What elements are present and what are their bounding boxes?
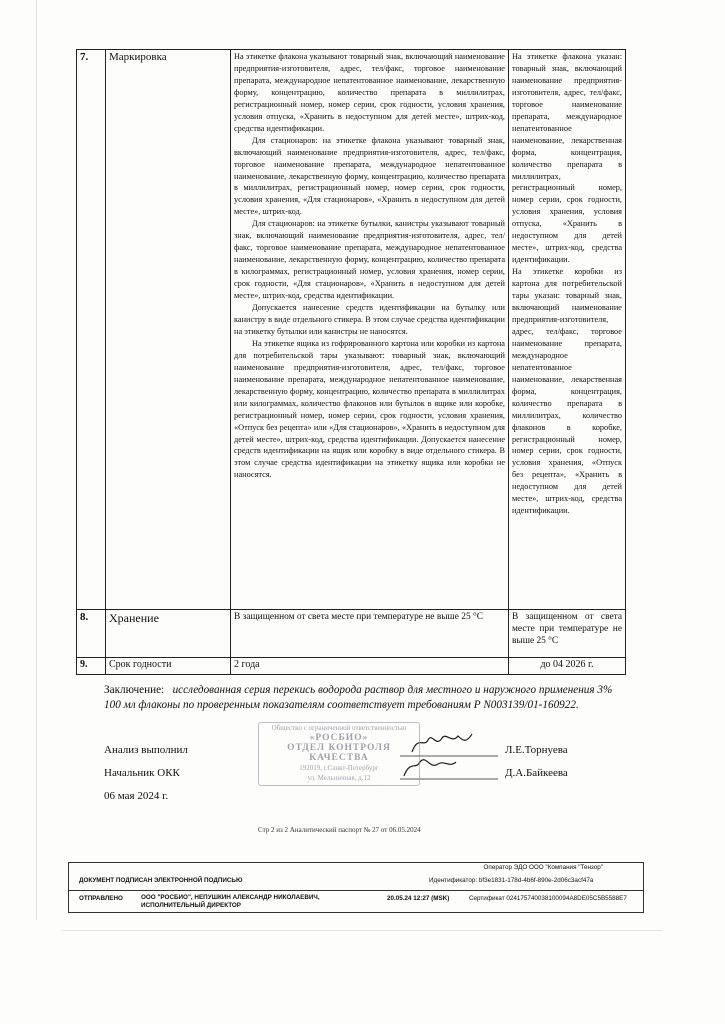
- requirement-paragraph: Для стационаров: на этикетке флакона указывают товарный знак, включающий наименование предприятия-изготовителя, адрес, тел/факс, торговое наименование препарата, международное непатентованное наименование, лекарственную форму, концентрацию, количество препарата в миллилитрах, регистрационный номер, номер серии, срок годности, условия хранения, «Для стационаров», «Хранить в недоступном для детей месте», штрих-код.: [234, 135, 505, 217]
- edo-operator: Оператор ЭДО ООО "Компания "Тензор": [483, 864, 603, 871]
- signer-org: ООО "РОСБИО", НЕПУШКИН АЛЕКСАНДР НИКОЛАЕВИЧ, ИСПОЛНИТЕЛЬНЫЙ ДИРЕКТОР: [141, 894, 320, 909]
- row-title: Хранение: [106, 610, 231, 658]
- row-number: 8.: [77, 610, 106, 658]
- conclusion-label: Заключение:: [104, 684, 165, 696]
- result-paragraph: На этикетке коробки из картона для потребительской тары указан: товарный знак, включающий наименование предприятия-изготовителя, адрес, тел/факс, торговое наименование препарата, международное непатентованное наименование, лекарственная форма, концентрация, количество препарата в миллилитрах, количество флаконов в коробке, регистрационный номер, номер серии, срок годности, условия хранения, «Отпуск без рецепта», «Хранить в недоступном для детей месте», штрих-код, средства идентификации.: [512, 267, 622, 516]
- table-row-marking: [77, 50, 626, 610]
- analysis-label: Анализ выполнил: [104, 744, 188, 756]
- requirement-paragraph: На этикетке флакона указывают товарный знак, включающий наименование предприятия-изготовителя, адрес, тел/факс, торговое наименование препарата, международное непатентованное наименование, лекарственную форму, концентрацию, количество препарата в миллилитрах, регистрационный номер, номер серии, срок годности, условия хранения, условия отпуска, «Хранить в недоступном для детей месте», штрих-код, средства идентификации.: [234, 52, 505, 133]
- requirement-cell: В защищенном от света месте при температуре не выше 25 °С: [231, 610, 509, 658]
- head-name: Д.А.Байкеева: [505, 767, 568, 779]
- row-title: Срок годности: [106, 658, 231, 675]
- signed-datetime: 20.05.24 12:27 (MSK): [387, 895, 450, 902]
- requirement-cell: 2 года: [231, 658, 509, 675]
- row-number: 9.: [77, 658, 106, 675]
- certificate-id: Сертификат 024175740038100094A8DE05C5B5588E7: [469, 895, 627, 902]
- result-paragraph: На этикетке флакона указан: товарный знак, включающий наименование предприятия-изготовителя, адрес, тел/факс, торговое наименование препарата, международное непатентованное наименование, лекарственная форма, концентрация, количество препарата в миллилитрах, регистрационный номер, номер серии, срок годности, условия хранения, условия отпуска, «Хранить в недоступном для детей месте», штрих-код, средства идентификации.: [512, 52, 622, 265]
- result-cell: [509, 50, 626, 610]
- sent-label: ОТПРАВЛЕНО: [79, 895, 123, 902]
- scan-edge-line: [62, 930, 662, 931]
- specification-table: [76, 49, 626, 675]
- analysis-name: Л.Е.Торнуева: [505, 744, 568, 756]
- row-title: Маркировка: [106, 50, 231, 610]
- electronic-signature-block: [68, 862, 644, 913]
- doc-signed-label: ДОКУМЕНТ ПОДПИСАН ЭЛЕКТРОННОЙ ПОДПИСЬЮ: [79, 877, 243, 884]
- handwritten-signature: [412, 734, 472, 752]
- requirement-cell: [231, 50, 509, 610]
- head-label: Начальник ОКК: [104, 767, 180, 779]
- requirement-paragraph: Допускается нанесение средств идентификации на бутылку или канистру в виде отдельного стикера. В этом случае средства идентификации на этикетку бутылки или канистры не наносятся.: [234, 303, 505, 336]
- page-footer: Стр 2 из 2 Аналитический паспорт № 27 от 06.05.2024: [258, 826, 421, 834]
- scan-edge-line: [36, 0, 37, 920]
- requirement-paragraph: Для стационаров: на этикетке бутылки, канистры указывают товарный знак, включающий наименование предприятия-изготовителя, адрес, тел/факс, торговое наименование препарата, международное непатентованное наименование, лекарственную форму, концентрацию, количество препарата в килограммах, регистрационный номер, условия хранения, номер серии, срок годности, «Для стационаров», «Хранить в недоступном для детей месте», штрих-код, средства идентификации.: [234, 219, 505, 301]
- result-cell: В защищенном от света месте при температуре не выше 25 °С: [509, 610, 626, 658]
- result-cell: до 04 2026 г.: [509, 658, 626, 675]
- conclusion: [104, 683, 624, 713]
- requirement-paragraph: На этикетке ящика из гофрированного картона или коробки из картона для потребительской тары указывают: товарный знак, включающий наименование предприятия-изготовителя, адрес, тел/факс, торговое наименование препарата, международное непатентованное наименование, лекарственную форму, концентрацию, количество препарата в миллилитрах или килограммах, количество флаконов или бутылок в ящике или коробке, регистрационный номер, номер серии, срок годности, условия хранения, «Отпуск без рецепта» или «Для стационаров», «Хранить в недоступном для детей месте», штрих-код, средства идентификации. Допускается нанесение средств идентификации на ящик или коробку в виде отдельного стикера. В этом случае средства идентификации на этикетку ящика или коробки не наносятся.: [234, 338, 505, 480]
- company-stamp: Общество с ограниченной ответственностью «РОСБИО» ОТДЕЛ КОНТРОЛЯ КАЧЕСТВА 192019, г.Санкт-Петербург ул. Мельничная, д.12: [258, 722, 420, 786]
- row-number: 7.: [77, 50, 106, 610]
- conclusion-text: исследованная серия перекись водорода раствор для местного и наружного применения 3% 100 мл флаконы по проверенным показателям соответствует требованиям Р N003139/01-160922.: [104, 684, 613, 711]
- table-row-shelf-life: [77, 658, 626, 675]
- signature-identifier: Идентификатор: bf3e1831-178d-4b6f-890e-2d06c3acf47a: [429, 877, 594, 884]
- sign-date: 06 мая 2024 г.: [104, 790, 169, 802]
- table-row-storage: [77, 610, 626, 658]
